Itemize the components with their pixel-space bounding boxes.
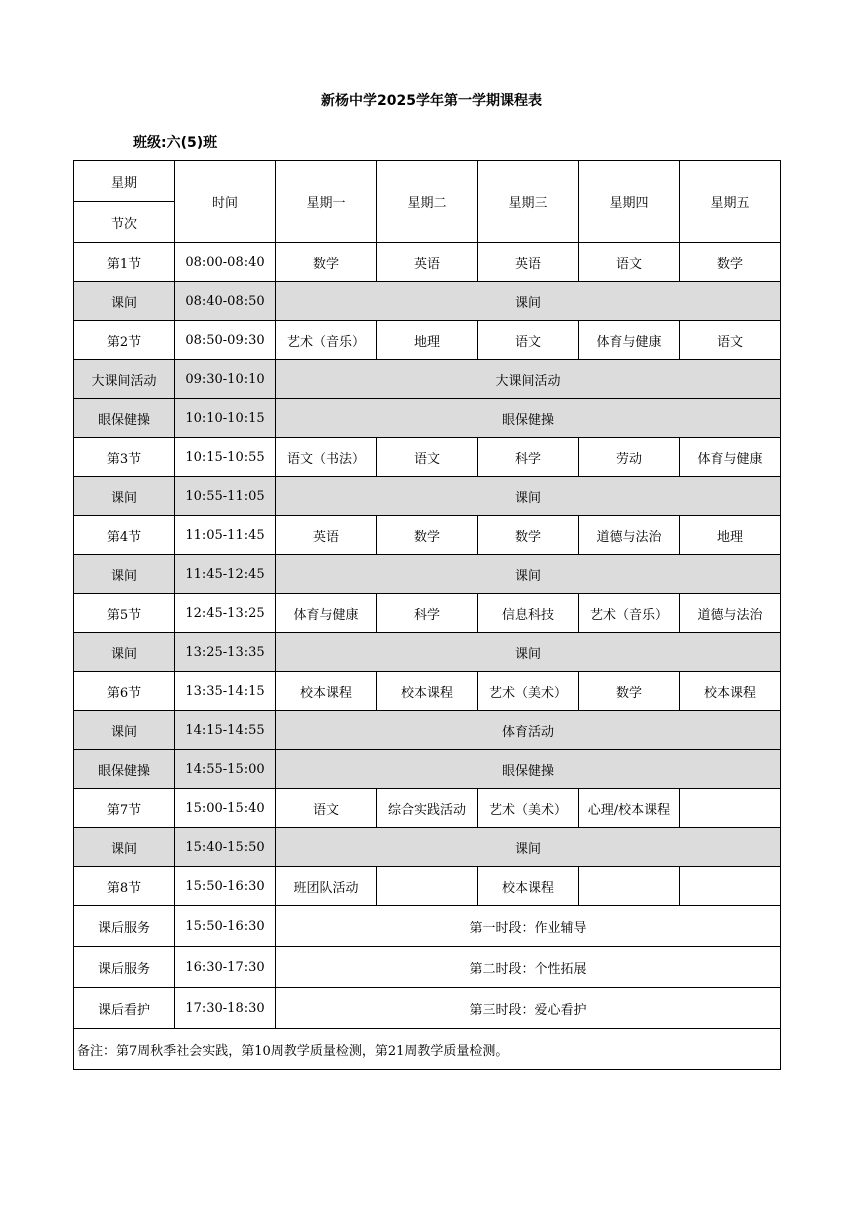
day-header: 星期五	[680, 161, 781, 243]
course-cell: 数学	[276, 243, 377, 282]
course-cell: 心理/校本课程	[579, 789, 680, 828]
schedule-row	[74, 867, 781, 906]
course-cell: 数学	[478, 516, 579, 555]
period-label: 课间	[74, 828, 175, 867]
course-cell: 艺术（美术）	[478, 672, 579, 711]
break-cell: 眼保健操	[276, 399, 781, 438]
course-cell: 信息科技	[478, 594, 579, 633]
break-cell: 大课间活动	[276, 360, 781, 399]
time-cell: 09:30-10:10	[175, 360, 276, 399]
break-cell: 课间	[276, 477, 781, 516]
course-cell: 艺术（美术）	[478, 789, 579, 828]
period-label: 第1节	[74, 243, 175, 282]
schedule-row	[74, 243, 781, 282]
service-cell: 第三时段：爱心看护	[276, 988, 781, 1029]
course-cell: 英语	[377, 243, 478, 282]
schedule-row	[74, 633, 781, 672]
course-cell	[680, 789, 781, 828]
schedule-row	[74, 789, 781, 828]
schedule-row	[74, 282, 781, 321]
time-cell: 15:50-16:30	[175, 867, 276, 906]
time-cell: 08:40-08:50	[175, 282, 276, 321]
note-row	[74, 1029, 781, 1070]
time-cell: 11:05-11:45	[175, 516, 276, 555]
day-header: 星期三	[478, 161, 579, 243]
time-cell: 10:55-11:05	[175, 477, 276, 516]
class-label: 班级:六(5)班	[133, 135, 218, 151]
service-cell: 第一时段：作业辅导	[276, 906, 781, 947]
course-cell: 艺术（音乐）	[276, 321, 377, 360]
course-cell	[579, 867, 680, 906]
schedule-row	[74, 360, 781, 399]
time-cell: 12:45-13:25	[175, 594, 276, 633]
schedule-table	[73, 160, 781, 1070]
schedule-row	[74, 321, 781, 360]
period-label: 眼保健操	[74, 750, 175, 789]
course-cell: 体育与健康	[579, 321, 680, 360]
period-label: 第3节	[74, 438, 175, 477]
course-cell: 校本课程	[276, 672, 377, 711]
schedule-row	[74, 399, 781, 438]
period-label: 第4节	[74, 516, 175, 555]
schedule-row	[74, 906, 781, 947]
course-cell: 数学	[579, 672, 680, 711]
course-cell: 英语	[276, 516, 377, 555]
time-cell: 15:00-15:40	[175, 789, 276, 828]
break-cell: 课间	[276, 828, 781, 867]
course-cell: 科学	[478, 438, 579, 477]
time-cell: 10:15-10:55	[175, 438, 276, 477]
time-cell: 14:15-14:55	[175, 711, 276, 750]
course-cell: 语文	[276, 789, 377, 828]
course-cell: 语文（书法）	[276, 438, 377, 477]
day-header: 星期一	[276, 161, 377, 243]
time-cell: 11:45-12:45	[175, 555, 276, 594]
time-cell: 17:30-18:30	[175, 988, 276, 1029]
course-cell: 英语	[478, 243, 579, 282]
period-label: 课间	[74, 633, 175, 672]
time-cell: 08:00-08:40	[175, 243, 276, 282]
course-cell: 语文	[579, 243, 680, 282]
time-cell: 16:30-17:30	[175, 947, 276, 988]
schedule-row	[74, 477, 781, 516]
course-cell: 校本课程	[377, 672, 478, 711]
schedule-row	[74, 988, 781, 1029]
course-cell: 校本课程	[680, 672, 781, 711]
period-label: 课后服务	[74, 906, 175, 947]
period-label: 第6节	[74, 672, 175, 711]
course-cell: 班团队活动	[276, 867, 377, 906]
header-row	[74, 161, 781, 202]
time-cell: 08:50-09:30	[175, 321, 276, 360]
time-header: 时间	[175, 161, 276, 243]
course-cell	[680, 867, 781, 906]
break-cell: 眼保健操	[276, 750, 781, 789]
time-cell: 14:55-15:00	[175, 750, 276, 789]
period-corner: 节次	[74, 202, 175, 243]
course-cell: 综合实践活动	[377, 789, 478, 828]
break-cell: 课间	[276, 633, 781, 672]
day-header: 星期二	[377, 161, 478, 243]
course-cell: 数学	[377, 516, 478, 555]
schedule-row	[74, 672, 781, 711]
period-label: 第7节	[74, 789, 175, 828]
schedule-row	[74, 555, 781, 594]
time-cell: 15:40-15:50	[175, 828, 276, 867]
note-text: 备注：第7周秋季社会实践，第10周教学质量检测，第21周教学质量检测。	[74, 1029, 781, 1070]
weekday-corner: 星期	[74, 161, 175, 202]
schedule-row	[74, 947, 781, 988]
day-header: 星期四	[579, 161, 680, 243]
schedule-row	[74, 750, 781, 789]
break-cell: 课间	[276, 555, 781, 594]
course-cell	[377, 867, 478, 906]
schedule-row	[74, 516, 781, 555]
period-label: 第8节	[74, 867, 175, 906]
time-cell: 10:10-10:15	[175, 399, 276, 438]
schedule-row	[74, 828, 781, 867]
course-cell: 艺术（音乐）	[579, 594, 680, 633]
course-cell: 劳动	[579, 438, 680, 477]
course-cell: 道德与法治	[579, 516, 680, 555]
period-label: 课间	[74, 555, 175, 594]
service-cell: 第二时段：个性拓展	[276, 947, 781, 988]
time-cell: 13:35-14:15	[175, 672, 276, 711]
time-cell: 13:25-13:35	[175, 633, 276, 672]
period-label: 课间	[74, 282, 175, 321]
period-label: 大课间活动	[74, 360, 175, 399]
time-cell: 15:50-16:30	[175, 906, 276, 947]
course-cell: 体育与健康	[680, 438, 781, 477]
period-label: 课间	[74, 477, 175, 516]
course-cell: 数学	[680, 243, 781, 282]
course-cell: 语文	[680, 321, 781, 360]
course-cell: 语文	[478, 321, 579, 360]
course-cell: 科学	[377, 594, 478, 633]
period-label: 课后看护	[74, 988, 175, 1029]
period-label: 课间	[74, 711, 175, 750]
course-cell: 语文	[377, 438, 478, 477]
course-cell: 地理	[680, 516, 781, 555]
break-cell: 课间	[276, 282, 781, 321]
course-cell: 地理	[377, 321, 478, 360]
period-label: 第5节	[74, 594, 175, 633]
course-cell: 校本课程	[478, 867, 579, 906]
break-cell: 体育活动	[276, 711, 781, 750]
period-label: 第2节	[74, 321, 175, 360]
schedule-row	[74, 711, 781, 750]
course-cell: 体育与健康	[276, 594, 377, 633]
course-cell: 道德与法治	[680, 594, 781, 633]
schedule-row	[74, 438, 781, 477]
period-label: 眼保健操	[74, 399, 175, 438]
page-title: 新杨中学2025学年第一学期课程表	[321, 93, 542, 109]
period-label: 课后服务	[74, 947, 175, 988]
schedule-row	[74, 594, 781, 633]
